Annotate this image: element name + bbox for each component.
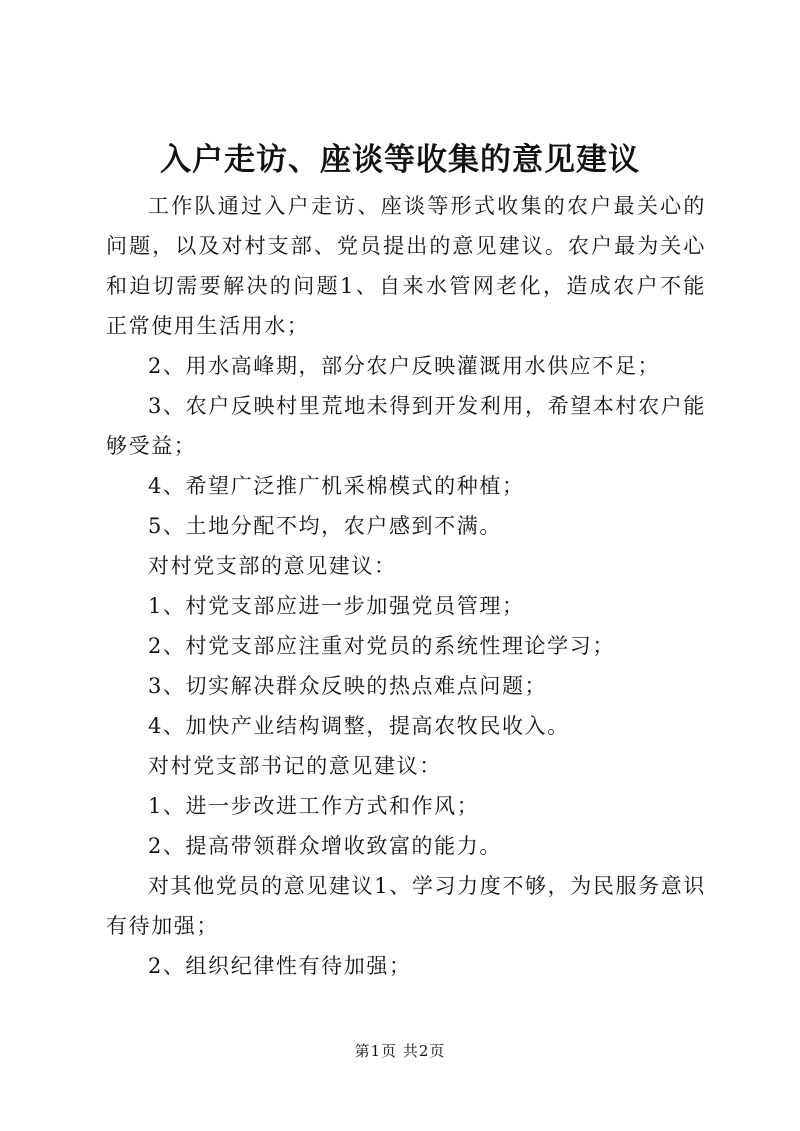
paragraph: 2、用水高峰期，部分农户反映灌溉用水供应不足； bbox=[148, 354, 661, 378]
document-body bbox=[106, 186, 706, 986]
paragraph: 2、组织纪律性有待加强； bbox=[148, 954, 412, 978]
paragraph: 3、切实解决群众反映的热点难点问题； bbox=[148, 674, 548, 698]
paragraph: 5、土地分配不均，农户感到不满。 bbox=[148, 514, 502, 538]
paragraph: 对村党支部的意见建议： bbox=[148, 554, 397, 578]
paragraph: 4、希望广泛推广机采棉模式的种植； bbox=[148, 474, 525, 498]
paragraph: 4、加快产业结构调整，提高农牧民收入。 bbox=[148, 714, 570, 738]
paragraph: 1、进一步改进工作方式和作风； bbox=[148, 794, 480, 818]
paragraph: 2、村党支部应注重对党员的系统性理论学习； bbox=[148, 634, 615, 658]
page-footer: 第1页 共2页 bbox=[354, 1042, 446, 1060]
document-title: 入户走访、座谈等收集的意见建议 bbox=[160, 142, 640, 178]
paragraph: 对村党支部书记的意见建议： bbox=[148, 754, 442, 778]
paragraph: 工作队通过入户走访、座谈等形式收集的农户最关心的问题，以及对村支部、党员提出的意见建议。农户最为关心和迫切需要解决的问题1、自来水管网老化，造成农户不能正常使用生活用水； bbox=[106, 194, 706, 338]
paragraph: 对其他党员的意见建议1、学习力度不够，为民服务意识有待加强； bbox=[106, 874, 706, 938]
paragraph: 2、提高带领群众增收致富的能力。 bbox=[148, 834, 502, 858]
paragraph: 1、村党支部应进一步加强党员管理； bbox=[148, 594, 525, 618]
paragraph: 3、农户反映村里荒地未得到开发利用，希望本村农户能够受益； bbox=[106, 394, 706, 458]
